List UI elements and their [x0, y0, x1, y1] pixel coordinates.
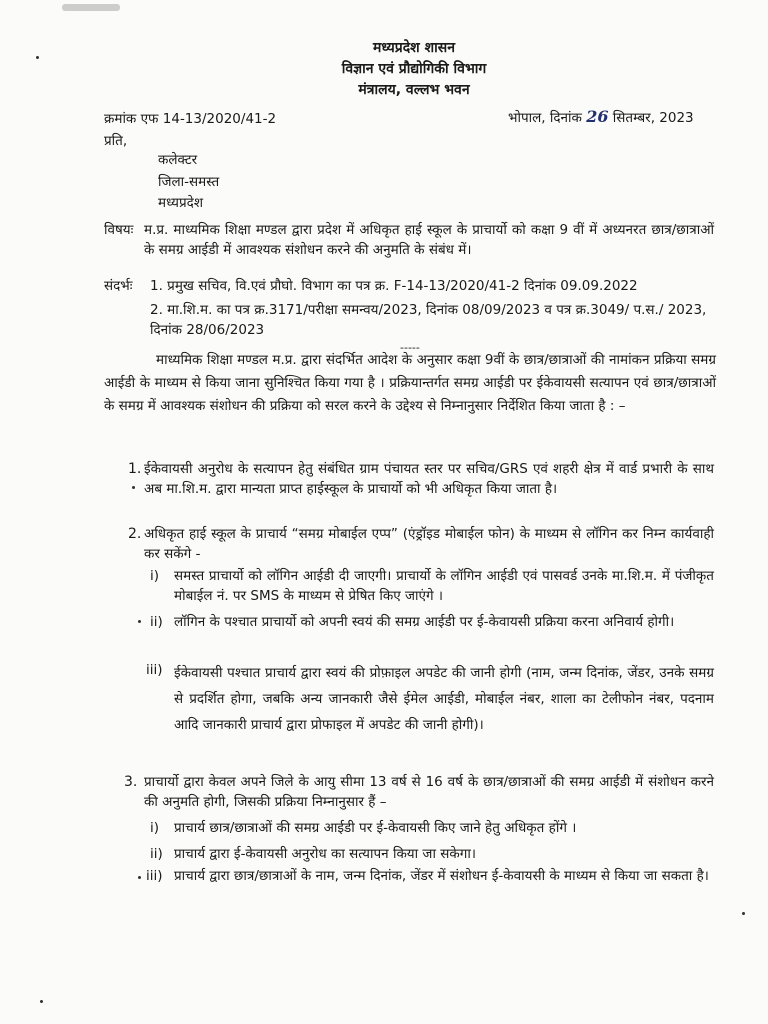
intro-paragraph: माध्यमिक शिक्षा मण्डल म.प्र. द्वारा संदर्भित आदेश के अनुसार कक्षा 9वीं के छात्र/छात्राओं की नामांकन प्रक्रिया समग्र आईडी के माध्यम से किया जाना सुनिश्चित किया गया है । प्रक्रियान्तर्गत समग्र आईडी पर ईकेवायसी सत्यापन एवं छात्र/छात्राओं के समग्र में आवश्यक संशोधन की प्रक्रिया को सरल करने के उद्देश्य से निम्नानुसार निर्देशित किया जाता है : –	[104, 352, 716, 414]
point-3-sub-1-label: i)	[150, 820, 160, 836]
point-3-number: 3.	[124, 774, 138, 790]
reference-number: क्रमांक एफ 14-13/2020/41-2	[104, 111, 277, 127]
letter-header	[0, 38, 768, 101]
date-suffix: सितम्बर, 2023	[608, 110, 694, 126]
point-1-number: 1.	[128, 461, 142, 477]
header-line-3: मंत्रालय, वल्लभ भवन	[358, 82, 470, 98]
point-2-sub-3-text: ईकेवायसी पश्चात प्राचार्य द्वारा स्वयं की प्रोफ़ाइल अपडेट की जानी होगी (नाम, जन्म दिनांक, जेंडर, उनके समग्र से प्रदर्शित होगा, जबकि अन्य जानकारी जैसे ईमेल आईडी, मोबाईल नंबर, शाला का टेलीफोन नंबर, पदनाम आदि जानकारी प्राचार्य द्वारा प्रोफाइल में अपडेट की जानी होगी)।	[174, 665, 714, 733]
point-3-sub-3-text: प्राचार्य द्वारा छात्र/छात्राओं के नाम, जन्म दिनांक, जेंडर में संशोधन ई-केवायसी के माध्यम से किया जा सकता है।	[174, 868, 709, 884]
point-2-sub-1-label: i)	[150, 568, 160, 584]
scan-speck	[138, 620, 141, 623]
header-line-1: मध्यप्रदेश शासन	[373, 40, 455, 56]
scan-speck	[40, 1000, 43, 1003]
point-3-text: प्राचार्यो द्वारा केवल अपने जिले के आयु सीमा 13 वर्ष से 16 वर्ष के छात्र/छात्राओं की समग्र आईडी में संशोधन करने की अनुमति होगी, जिसकी प्रक्रिया निम्नानुसार हैं –	[144, 774, 714, 810]
addressee-line-2: जिला-समस्त	[158, 174, 220, 190]
letter-date	[508, 107, 694, 128]
reference-label: संदर्भः	[104, 278, 133, 294]
subject-text: म.प्र. माध्यमिक शिक्षा मण्डल द्वारा प्रदेश में अधिकृत हाई स्कूल के प्राचार्यो को कक्षा 9 वीं में अध्यनरत छात्र/छात्राओं के समग्र आईडी में आवश्यक संशोधन करने की अनुमति के संबंध में।	[144, 222, 714, 258]
scan-mark	[62, 4, 120, 11]
separator: -----	[400, 341, 420, 354]
point-3-sub-1-text: प्राचार्य छात्र/छात्राओं की समग्र आईडी पर ई-केवायसी किए जाने हेतु अधिकृत होंगे ।	[174, 820, 577, 836]
reference-item-1: 1. प्रमुख सचिव, वि.एवं प्रौघो. विभाग का पत्र क्र. F-14-13/2020/41-2 दिनांक 09.09.2022	[150, 278, 638, 294]
point-2-sub-3-label: iii)	[146, 662, 163, 678]
scan-speck	[36, 56, 39, 59]
subject-label: विषयः	[104, 222, 134, 238]
scan-speck	[132, 486, 135, 489]
point-2-sub-2-label: ii)	[150, 614, 163, 630]
scan-speck	[138, 876, 141, 879]
reference-item-2: 2. मा.शि.म. का पत्र क्र.3171/परीक्षा समन्वय/2023, दिनांक 08/09/2023 व पत्र क्र.3049/ प.स./ 2023, दिनांक 28/06/2023	[150, 302, 707, 338]
point-2-text: अधिकृत हाई स्कूल के प्राचार्य “समग्र मोबाईल एप्प” (एंड्रॉइड मोबाईल फोन) के माध्यम से लॉगिन कर निम्न कार्यवाही कर सकेंगे -	[144, 526, 714, 562]
point-2-sub-1-text: समस्त प्राचार्यो को लॉगिन आईडी दी जाएगी। प्राचार्यो के लॉगिन आईडी एवं पासवर्ड उनके मा.शि.म. में पंजीकृत मोबाईल नं. पर SMS के माध्यम से प्रेषित किए जाएंगे ।	[174, 568, 714, 604]
date-prefix: भोपाल, दिनांक	[508, 110, 587, 126]
date-day: 26	[586, 107, 609, 126]
point-2-number: 2.	[128, 526, 142, 542]
addressee-line-1: कलेक्टर	[158, 152, 198, 168]
addressee-line-3: मध्यप्रदेश	[158, 195, 204, 211]
addressee-prati: प्रति,	[104, 133, 128, 149]
point-3-sub-2-label: ii)	[150, 846, 163, 862]
point-1-text: ईकेवायसी अनुरोध के सत्यापन हेतु संबंधित ग्राम पंचायत स्तर पर सचिव/GRS एवं शहरी क्षेत्र में वार्ड प्रभारी के साथ अब मा.शि.म. द्वारा मान्यता प्राप्त हाईस्कूल के प्राचार्यो को भी अधिकृत किया जाता है।	[144, 461, 714, 497]
point-2-sub-2-text: लॉगिन के पश्चात प्राचार्यो को अपनी स्वयं की समग्र आईडी पर ई-केवायसी प्रक्रिया करना अनिवार्य होगी।	[174, 614, 675, 630]
header-line-2: विज्ञान एवं प्रौद्योगिकी विभाग	[341, 61, 487, 77]
scan-speck	[742, 912, 745, 915]
point-3-sub-2-text: प्राचार्य द्वारा ई-केवायसी अनुरोध का सत्यापन किया जा सकेगा।	[174, 846, 476, 862]
point-3-sub-3-label: iii)	[146, 868, 163, 884]
